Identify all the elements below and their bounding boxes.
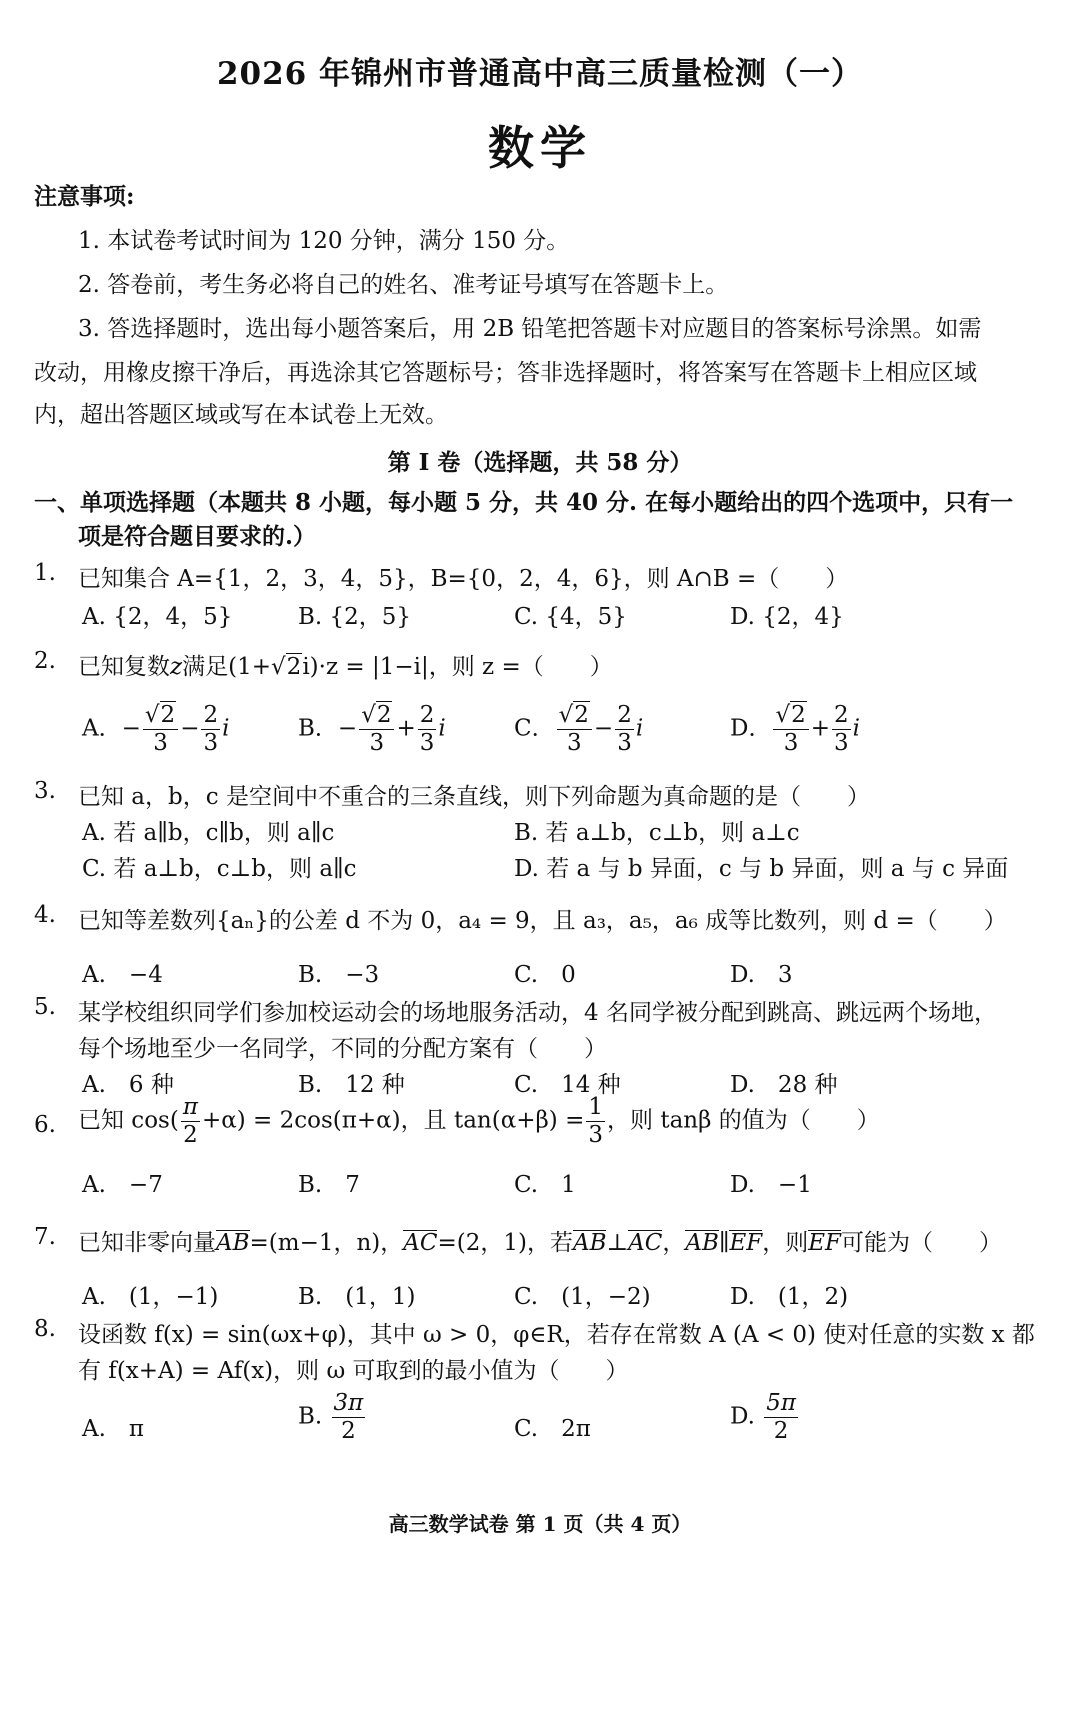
question-7-option-d: D. (1，2) (730, 1284, 849, 1310)
question-3-stem: 已知 a，b，c 是空间中不重合的三条直线，则下列命题为真命题的是（ ） (78, 784, 870, 810)
question-2-option-b: B．− $\frac{√2}{3}$ + $\frac{2}{3}$ i (298, 702, 446, 756)
question-8-option-a: A. π (82, 1416, 145, 1442)
question-1-option-c: C. {4，5} (514, 604, 627, 630)
vector-ab: AB (216, 1230, 250, 1256)
question-7-number: 7. (34, 1224, 56, 1250)
question-8-option-b: B. $\frac{3\pi}{2}$ (298, 1390, 364, 1444)
section-1-heading-line-2: 项是符合题目要求的.） (78, 523, 317, 550)
question-1-number: 1. (34, 560, 56, 586)
question-3-number: 3. (34, 778, 56, 804)
question-1-option-b: B. {2，5} (298, 604, 412, 630)
question-6-stem: 已知 cos( $\frac{\pi}{2}$ +α) = 2cos(π+α)，且 tan(α+β) = $\frac{1}{3}$ ，则 tanβ 的值为（ ） (78, 1094, 880, 1148)
question-6-option-c: C. 1 (514, 1172, 576, 1198)
section-1-heading-line-1: 一、单项选择题（本题共 8 小题，每小题 5 分，共 40 分. 在每小题给出的四个选项中，只有一 (34, 489, 1014, 516)
question-1-option-d: D. {2，4} (730, 604, 844, 630)
question-8-stem-line-1: 设函数 f(x) = sin(ωx+φ)，其中 ω > 0，φ∈R，若存在常数 A (A < 0) 使对任意的实数 x 都 (78, 1322, 1035, 1348)
notice-item-3-line-2: 改动，用橡皮擦干净后，再选涂其它答题标号；答非选择题时，将答案写在答题卡上相应区域 (34, 360, 977, 386)
question-5-number: 5. (34, 994, 56, 1020)
question-5-option-c: C. 14 种 (514, 1072, 621, 1098)
question-5-stem-line-1: 某学校组织同学们参加校运动会的场地服务活动，4 名同学被分配到跳高、跳远两个场地， (78, 1000, 997, 1026)
question-8-option-d: D. $\frac{5\pi}{2}$ (730, 1390, 796, 1444)
question-8-number: 8. (34, 1316, 56, 1342)
question-3-option-d: D. 若 a 与 b 异面，c 与 b 异面，则 a 与 c 异面 (514, 856, 1009, 882)
subject-title: 数学 (488, 121, 592, 175)
vector-ac: AC (628, 1230, 663, 1256)
volume-heading: 第 I 卷（选择题，共 58 分） (387, 449, 693, 476)
question-4-number: 4. (34, 902, 56, 928)
exam-title: 2026 年锦州市普通高中高三质量检测（一） (216, 56, 864, 92)
notice-item-2: 2. 答卷前，考生务必将自己的姓名、准考证号填写在答题卡上。 (78, 272, 729, 298)
question-3-option-b: B. 若 a⊥b，c⊥b，则 a⊥c (514, 820, 800, 846)
vector-ef: EF (808, 1230, 841, 1256)
sqrt-symbol: √2 (271, 654, 302, 680)
vector-ac: AC (403, 1230, 438, 1256)
question-5-option-d: D. 28 种 (730, 1072, 838, 1098)
question-5-option-b: B. 12 种 (298, 1072, 405, 1098)
notice-item-3-line-3: 内，超出答题区域或写在本试卷上无效。 (34, 402, 448, 428)
question-6-option-a: A. −7 (82, 1172, 163, 1198)
question-6-number: 6. (34, 1112, 56, 1138)
question-7-stem: 已知非零向量 AB=(m−1，n)， AC=(2，1)，若 AB⊥ AC， AB∥ EF，则 EF可能为（ ） (78, 1230, 1002, 1256)
question-7-option-a: A. (1，−1) (82, 1284, 219, 1310)
question-4-option-b: B. −3 (298, 962, 380, 988)
question-6-option-d: D. −1 (730, 1172, 812, 1198)
question-6-option-b: B. 7 (298, 1172, 360, 1198)
notice-item-1: 1. 本试卷考试时间为 120 分钟，满分 150 分。 (78, 228, 570, 254)
question-2-option-d: D． $\frac{√2}{3}$ + $\frac{2}{3}$ i (730, 702, 861, 756)
question-2-option-a: A．− $\frac{√2}{3}$ − $\frac{2}{3}$ i (82, 702, 230, 756)
question-2-option-c: C． $\frac{√2}{3}$ − $\frac{2}{3}$ i (514, 702, 644, 756)
question-4-option-a: A. −4 (82, 962, 163, 988)
question-1-option-a: A. {2，4，5} (82, 604, 233, 630)
question-2-number: 2. (34, 648, 56, 674)
question-3-option-c: C. 若 a⊥b，c⊥b，则 a∥c (82, 856, 357, 882)
vector-ab: AB (572, 1230, 607, 1256)
question-8-stem-line-2: 有 f(x+A) = Af(x)，则 ω 可取到的最小值为（ ） (78, 1358, 629, 1384)
question-8-option-c: C. 2π (514, 1416, 591, 1442)
question-5-stem-line-2: 每个场地至少一名同学，不同的分配方案有（ ） (78, 1036, 607, 1062)
question-2-stem: 已知复数z满足(1+√2i)·z = |1−i|，则 z =（ ） (78, 654, 613, 680)
page-footer: 高三数学试卷 第 1 页（共 4 页） (388, 1512, 692, 1536)
question-7-option-b: B. (1，1) (298, 1284, 416, 1310)
question-7-option-c: C. (1，−2) (514, 1284, 651, 1310)
vector-ef: EF (729, 1230, 763, 1256)
notice-item-3-line-1: 3. 答选择题时，选出每小题答案后，用 2B 铅笔把答题卡对应题目的答案标号涂黑。如需 (78, 316, 982, 342)
question-4-stem: 已知等差数列{aₙ}的公差 d 不为 0，a₄ = 9，且 a₃，a₅，a₆ 成等比数列，则 d =（ ） (78, 908, 1007, 934)
notice-heading: 注意事项: (34, 183, 135, 210)
vector-ab: AB (685, 1230, 719, 1256)
question-4-option-c: C. 0 (514, 962, 576, 988)
question-4-option-d: D. 3 (730, 962, 793, 988)
question-3-option-a: A. 若 a∥b，c∥b，则 a∥c (82, 820, 335, 846)
question-1-stem: 已知集合 A={1，2，3，4，5}，B={0，2，4，6}，则 A∩B =（ ） (78, 566, 849, 592)
question-5-option-a: A. 6 种 (82, 1072, 174, 1098)
